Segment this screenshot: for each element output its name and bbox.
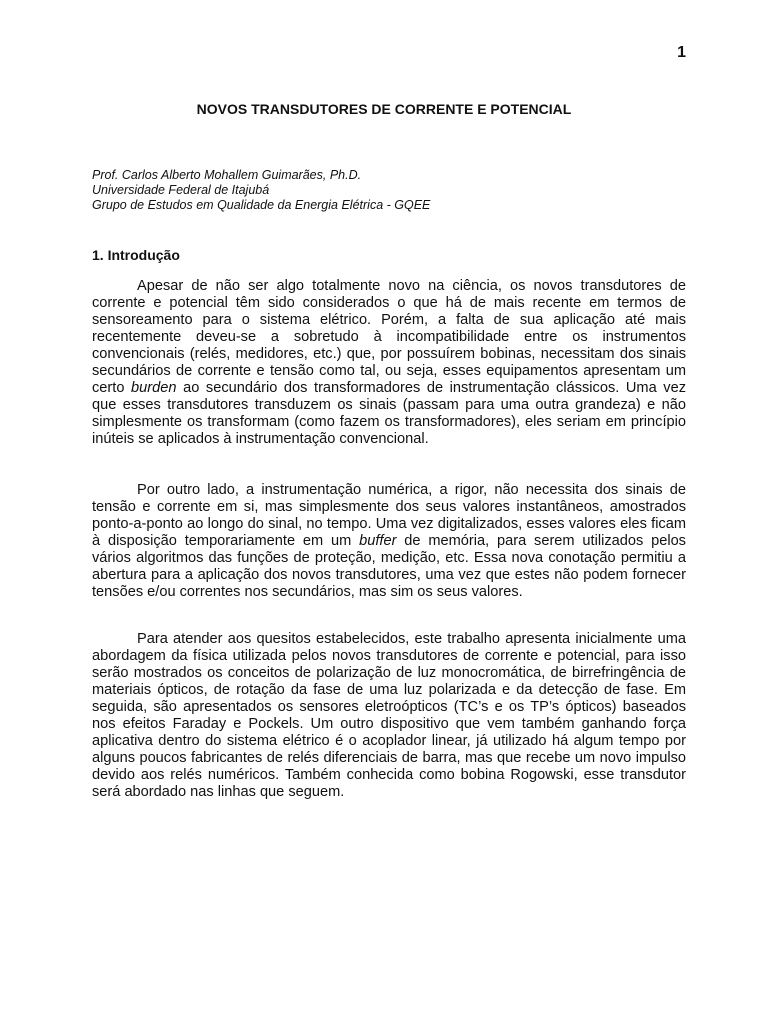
paragraph-1 [92, 278, 686, 448]
paragraph-1-emphasis: burden [131, 380, 177, 396]
author-group: Grupo de Estudos em Qualidade da Energia Elétrica - GQEE [92, 198, 431, 212]
author-block [92, 168, 430, 213]
page-number: 1 [677, 44, 686, 61]
paragraph-2-text-b: de memória, para serem utilizados pelos vários algoritmos das funções de proteção, medição, etc. Essa nova conotação permitiu a abertura para a aplicação dos novos transdutores, uma vez que estes não podem fornecer tensões e/ou correntes nos secundários, mas sim os seus valores. [92, 533, 686, 600]
paragraph-1-text-b: ao secundário dos transformadores de instrumentação clássicos. Uma vez que esses transdutores transduzem os sinais (passam para uma outra grandeza) e não simplesmente os transformam (como fazem os transformadores), eles seriam em princípio inúteis se aplicados à instrumentação convencional. [92, 380, 686, 447]
paragraph-2-text-a: Por outro lado, a instrumentação numérica, a rigor, não necessita dos sinais de tensão e corrente em si, mas simplesmente dos seus valores instantâneos, amostrados ponto-a-ponto ao longo do sinal, no tempo. Uma vez digitalizados, esses valores eles ficam à disposição temporariamente em um [92, 482, 686, 549]
paragraph-2 [92, 482, 686, 601]
paragraph-2-emphasis: buffer [359, 533, 397, 549]
author-name: Prof. Carlos Alberto Mohallem Guimarães, Ph.D. [92, 168, 362, 182]
paragraph-3: Para atender aos quesitos estabelecidos, este trabalho apresenta inicialmente uma abordagem da física utilizada pelos novos transdutores de corrente e potencial, para isso serão mostrados os conceitos de polarização de luz monocromática, de birrefringência de materiais ópticos, de rotação da fase de uma luz polarizada e da detecção de fase. Em seguida, são apresentados os sensores eletroópticos (TC’s e os TP’s ópticos) baseados nos efeitos Faraday e Pockels. Um outro dispositivo que vem também ganhando força aplicativa dentro do sistema elétrico é o acoplador linear, já utilizado há algum tempo por alguns poucos fabricantes de relés diferenciais de barra, mas que recebe um novo impulso devido aos relés numéricos. Também conhecida como bobina Rogowski, esse transdutor será abordado nas linhas que seguem. [92, 631, 686, 800]
author-institution: Universidade Federal de Itajubá [92, 183, 270, 197]
document-title: NOVOS TRANSDUTORES DE CORRENTE E POTENCIAL [196, 101, 572, 117]
section-heading: 1. Introdução [92, 247, 180, 263]
paragraph-1-text-a: Apesar de não ser algo totalmente novo na ciência, os novos transdutores de corrente e potencial têm sido considerados o que há de mais recente em termos de sensoreamento para o sistema elétrico. Porém, a falta de sua aplicação até mais recentemente deveu-se a sobretudo à incompatibilidade entre os instrumentos convencionais (relés, medidores, etc.) que, por possuírem bobinas, necessitam dos sinais secundários de corrente e tensão como tal, ou seja, esses equipamentos apresentam um certo [92, 278, 686, 396]
